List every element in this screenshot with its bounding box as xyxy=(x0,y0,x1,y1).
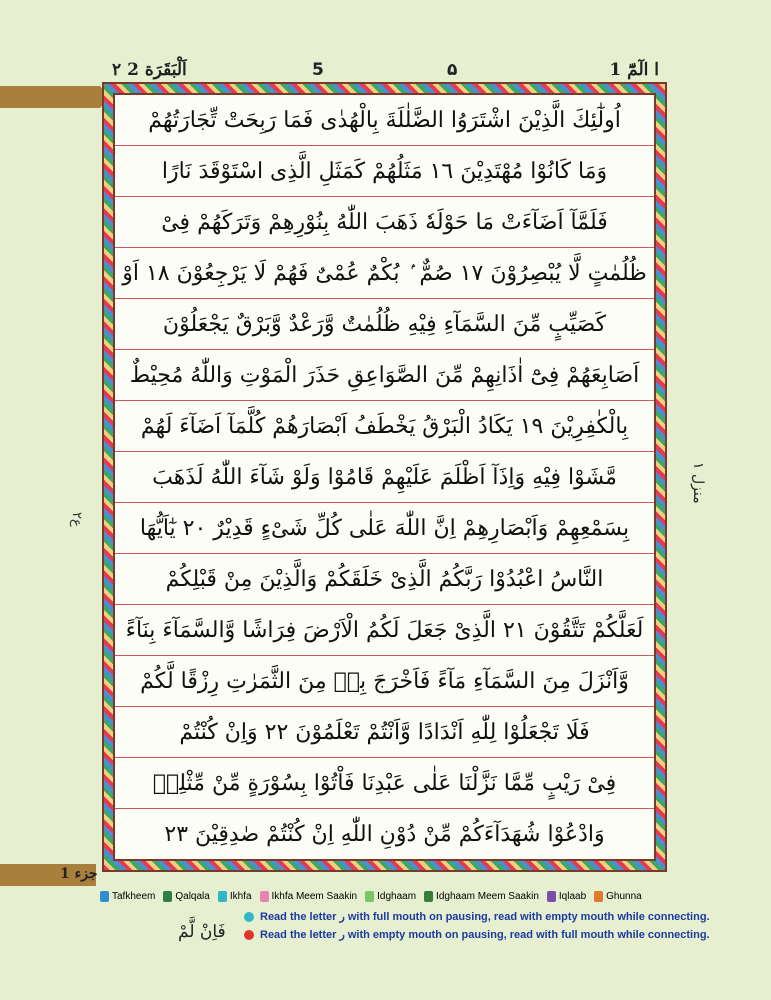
legend-label: Ghunna xyxy=(606,890,642,902)
legend-label: Iqlaab xyxy=(558,890,587,902)
legend-label: Qalqala xyxy=(175,890,210,902)
catchword: فَاِنْ لَّمْ xyxy=(178,922,226,942)
text-line-7: بِالْكٰفِرِيْنَ ١٩ يَكَادُ الْبَرْقُ يَخْطَفُ اَبْصَارَهُمْ كُلَّمَآ اَضَآءَ لَهُمْ xyxy=(115,401,654,452)
tajweed-legend xyxy=(100,888,670,904)
text-line-11: لَعَلَّكُمْ تَتَّقُوْنَ ٢١ الَّذِىْ جَعَلَ لَكُمُ الْاَرْضَ فِرَاشًا وَّالسَّمَآءَ بِنَآءً xyxy=(115,605,654,656)
surah-name-left: ۲ اَلْبَقَرَة 2 xyxy=(112,60,187,80)
legend-item-ikhfa-meem-saakin xyxy=(260,888,358,904)
note-text: Read the letter ر with empty mouth on pausing, read with full mouth while connecting. xyxy=(260,929,710,941)
ruku-marker: ع۲ xyxy=(69,512,84,527)
text-line-1: اُولٰٓئِكَ الَّذِيْنَ اشْتَرَوُا الضَّلٰلَةَ بِالْهُدٰى فَمَا رَبِحَتْ تِّجَارَتُهُمْ xyxy=(115,95,654,146)
legend-color-chip xyxy=(260,891,269,902)
legend-item-ghunna xyxy=(594,888,642,904)
legend-item-idghaam xyxy=(365,888,416,904)
page-frame xyxy=(102,82,667,872)
text-line-4: ظُلُمٰتٍ لَّا يُبْصِرُوْنَ ١٧ صُمٌّ ۢ بُكْمٌ عُمْىٌ فَهُمْ لَا يَرْجِعُوْنَ ١٨ اَوْ xyxy=(115,248,654,299)
note-full-mouth xyxy=(244,910,710,923)
surah-name-right: ا الٓمّٓ 1 xyxy=(609,60,659,80)
legend-color-chip xyxy=(218,891,227,902)
legend-color-chip xyxy=(365,891,374,902)
text-line-15: وَادْعُوْا شُهَدَآءَكُمْ مِّنْ دُوْنِ اللّٰهِ اِنْ كُنْتُمْ صٰدِقِيْنَ ٢٣ xyxy=(164,821,605,847)
text-line-6: اَصَابِعَهُمْ فِىْٓ اٰذَانِهِمْ مِّنَ الصَّوَاعِقِ حَذَرَ الْمَوْتِ وَاللّٰهُ مُحِيْطٌ xyxy=(115,350,654,401)
page-number-left: 5 xyxy=(312,60,324,80)
legend-label: Tafkheem xyxy=(112,890,156,902)
note-empty-mouth xyxy=(244,928,710,941)
text-line-8: مَّشَوْا فِيْهِ وَاِذَآ اَظْلَمَ عَلَيْهِمْ قَامُوْا وَلَوْ شَآءَ اللّٰهُ لَذَهَبَ xyxy=(115,452,654,503)
page-number-right: ۵ xyxy=(447,60,458,80)
text-line-10: النَّاسُ اعْبُدُوْا رَبَّكُمُ الَّذِىْ خَلَقَكُمْ وَالَّذِيْنَ مِنْ قَبْلِكُمْ xyxy=(115,554,654,605)
legend-color-chip xyxy=(424,891,433,902)
legend-label: Idghaam Meem Saakin xyxy=(436,890,539,902)
legend-item-ikhfa xyxy=(218,888,252,904)
legend-item-idghaam-meem-saakin xyxy=(424,888,539,904)
legend-item-qalqala xyxy=(163,888,209,904)
legend-color-chip xyxy=(594,891,603,902)
text-line-13: فَلَا تَجْعَلُوْا لِلّٰهِ اَنْدَادًا وَّاَنْتُمْ تَعْلَمُوْنَ ٢٢ وَاِنْ كُنْتُمْ xyxy=(115,707,654,758)
manzil-marker: منزل ۱ xyxy=(690,462,706,504)
legend-color-chip xyxy=(163,891,172,902)
legend-color-chip xyxy=(100,891,109,902)
bookmark-tab[interactable] xyxy=(0,86,100,108)
juz-label: جزء 1 xyxy=(60,866,98,882)
text-line-3: فَلَمَّآ اَضَآءَتْ مَا حَوْلَهٗ ذَهَبَ اللّٰهُ بِنُوْرِهِمْ وَتَرَكَهُمْ فِىْ xyxy=(115,197,654,248)
text-area xyxy=(113,93,656,861)
legend-color-chip xyxy=(547,891,556,902)
text-line-12: وَّاَنْزَلَ مِنَ السَّمَآءِ مَآءً فَاَخْرَجَ بِهٖ مِنَ الثَّمَرٰتِ رِزْقًا لَّكُمْ xyxy=(115,656,654,707)
note-text: Read the letter ر with full mouth on pausing, read with empty mouth while connecting. xyxy=(260,911,710,923)
note-dot-icon xyxy=(244,930,254,940)
text-line-5: كَصَيِّبٍ مِّنَ السَّمَآءِ فِيْهِ ظُلُمٰتٌ وَّرَعْدٌ وَّبَرْقٌ يَجْعَلُوْنَ xyxy=(115,299,654,350)
text-line-2: وَمَا كَانُوْا مُهْتَدِيْنَ ١٦ مَثَلُهُمْ كَمَثَلِ الَّذِى اسْتَوْقَدَ نَارًا xyxy=(115,146,654,197)
legend-label: Ikhfa Meem Saakin xyxy=(271,890,358,902)
text-line-9: بِسَمْعِهِمْ وَاَبْصَارِهِمْ اِنَّ اللّٰهَ عَلٰى كُلِّ شَىْءٍ قَدِيْرٌ ٢٠ يٰٓاَيُّهَا xyxy=(115,503,654,554)
note-dot-icon xyxy=(244,912,254,922)
legend-label: Ikhfa xyxy=(229,890,252,902)
legend-label: Idghaam xyxy=(377,890,417,902)
legend-item-iqlaab xyxy=(547,888,586,904)
text-line-14: فِىْ رَيْبٍ مِّمَّا نَزَّلْنَا عَلٰى عَبْدِنَا فَاْتُوْا بِسُوْرَةٍ مِّنْ مِّثْلِهٖ xyxy=(115,758,654,809)
legend-item-tafkheem xyxy=(100,888,155,904)
